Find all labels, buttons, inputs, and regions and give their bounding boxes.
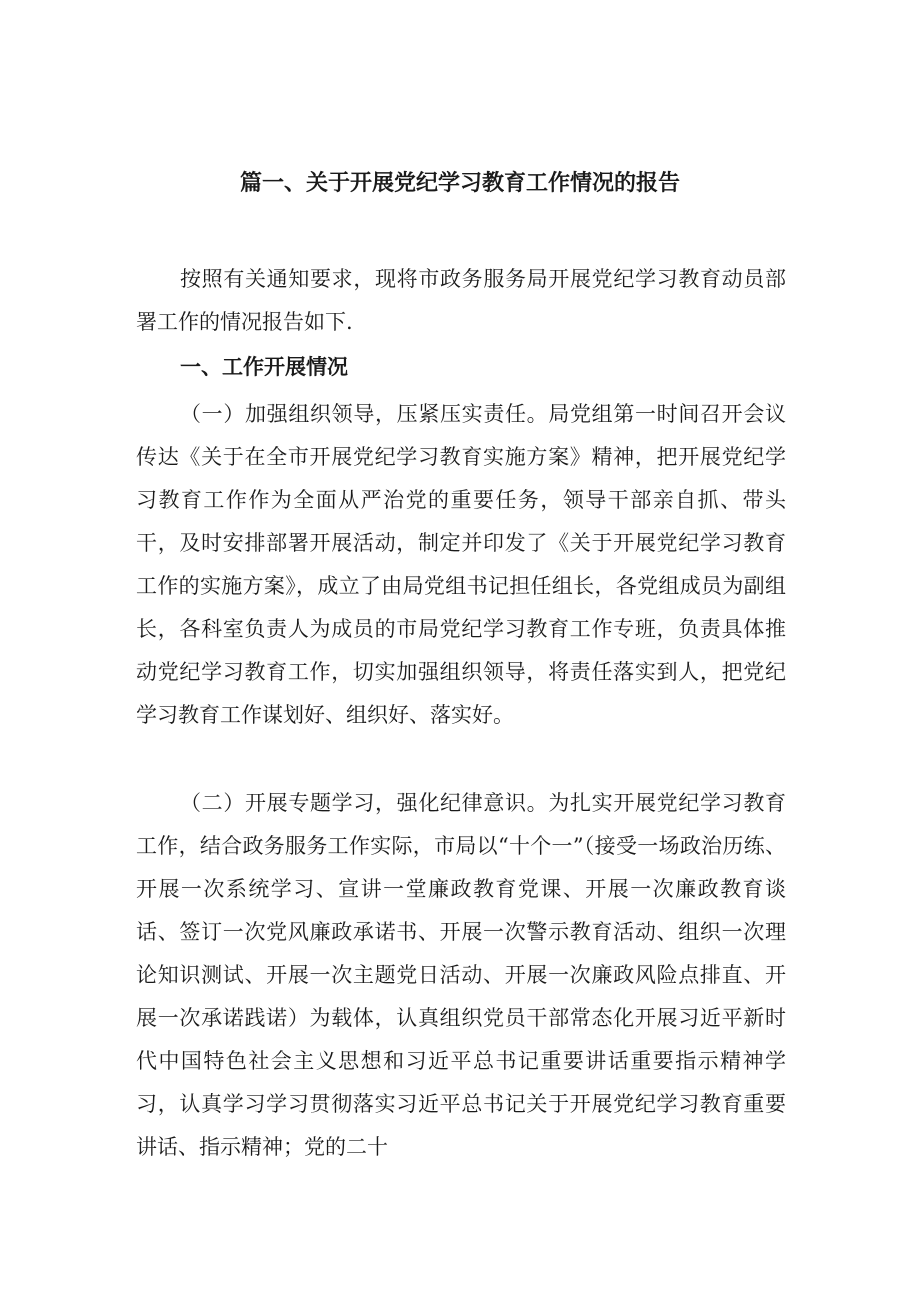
paragraph-organization: （一）加强组织领导，压紧压实责任。局党组第一时间召开会议传达《关于在全市开展党纪学习教育实施方案》精神，把开展党纪学习教育工作作为全面从严治党的重要任务，领导干部亲自抓、带头干，及时安排部署开展活动，制定并印发了《关于开展党纪学习教育工作的实施方案》，成立了由局党组书记担任组长，各党组成员为副组长，各科室负责人为成员的市局党纪学习教育工作专班，负责具体推动党纪学习教育工作，切实加强组织领导，将责任落实到人，把党纪学习教育工作谋划好、组织好、落实好。 — [136, 402, 786, 727]
document-title: 篇一、关于开展党纪学习教育工作情况的报告 — [239, 171, 680, 196]
section-heading: 一、工作开展情况 — [180, 355, 348, 379]
paragraph-study: （二）开展专题学习，强化纪律意识。为扎实开展党纪学习教育工作，结合政务服务工作实际，市局以“十个一”（接受一场政治历练、开展一次系统学习、宣讲一堂廉政教育党课、开展一次廉政教育谈话、签订一次党风廉政承诺书、开展一次警示教育活动、组织一次理论知识测试、开展一次主题党日活动、开展一次廉政风险点排直、开展一次承诺践诺）为载体，认真组织党员干部常态化开展习近平新时代中国特色社会主义思想和习近平总书记重要讲话重要指示精神学习，认真学习学习贯彻落实习近平总书记关于开展党纪学习教育重要讲话、指示精神；党的二十 — [136, 791, 786, 1159]
intro-paragraph: 按照有关通知要求，现将市政务服务局开展党纪学习教育动员部署工作的情况报告如下. — [136, 267, 786, 334]
